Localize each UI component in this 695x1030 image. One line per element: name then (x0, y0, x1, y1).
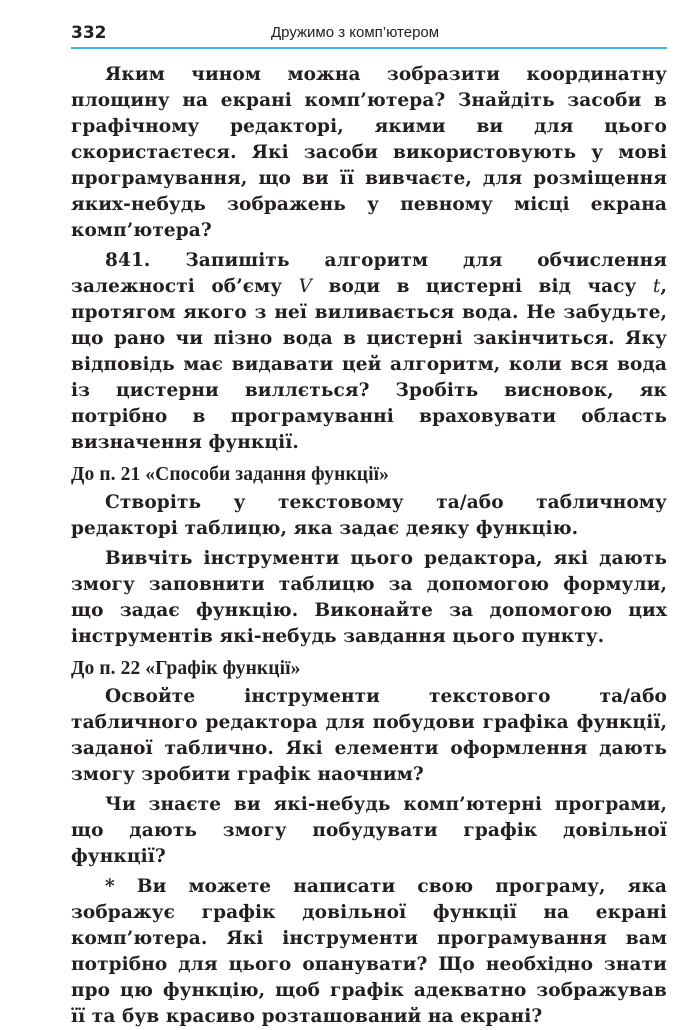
section-heading-21: До п. 21 «Способи задання функції» (71, 464, 390, 485)
exercise-text-part-3: , протягом якого з неї виливається вода. Не забудьте, що рано чи пізно вода в цистерні закінчиться. Яку відповідь має видавати цей алгоритм, коли вся вода із цистерни виллється? Зробіть висновок, як потрібно в програмуванні враховувати область визначення функції. (71, 276, 667, 453)
variable-v: V (298, 276, 313, 297)
paragraph-graph-programs: Чи знаєте ви які-небудь комп’ютерні програми, що дають змогу побудувати графік довільної функції? (71, 794, 667, 867)
paragraph-study-tools: Вивчіть інструменти цього редактора, які дають змогу заповнити таблицю за допомогою формули, що задає функцію. Виконайте за допомогою цих інструментів які-небудь завдання цього пункту. (71, 548, 667, 647)
header-rule (71, 47, 667, 49)
exercise-text-part-2: води в цистерні від часу (312, 276, 653, 297)
exercise-text-part-1: Запишіть алгоритм для обчислення залежності об’єму (71, 250, 667, 297)
running-title: Дружимо з комп’ютером (271, 24, 440, 41)
paragraph-write-program: * Ви можете написати свою програму, яка зображує графік довільної функції на екрані комп’ютера. Які інструменти програмування вам потрібно для цього опанувати? Що необхідно знати про цю функцію, щоб графік адекватно зображував її та був красиво розташований на екрані? (71, 876, 667, 1027)
section-heading-22: До п. 22 «Графік функції» (71, 658, 301, 679)
exercise-number: 841. (105, 250, 151, 271)
page-header (71, 22, 667, 48)
variable-t: t (652, 276, 661, 297)
paragraph-coordinate-plane: Яким чином можна зобразити координатну площину на екрані комп’ютера? Знайдіть засоби в графічному редакторі, якими ви для цього скористаєтеся. Які засоби використовують у мові програмування, що ви її вивчаєте, для розміщення яких-небудь зображень у певному місці екрана комп’ютера? (71, 64, 667, 241)
exercise-841 (71, 248, 667, 456)
paragraph-create-table: Створіть у текстовому та/або табличному редакторі таблицю, яка задає деяку функцію. (71, 492, 667, 539)
page-number: 332 (71, 23, 107, 43)
page-content (71, 62, 667, 1030)
paragraph-master-tools: Освойте інструменти текстового та/або табличного редактора для побудови графіка функції, заданої таблично. Які елементи оформлення дають змогу зробити графік наочним? (71, 686, 667, 785)
